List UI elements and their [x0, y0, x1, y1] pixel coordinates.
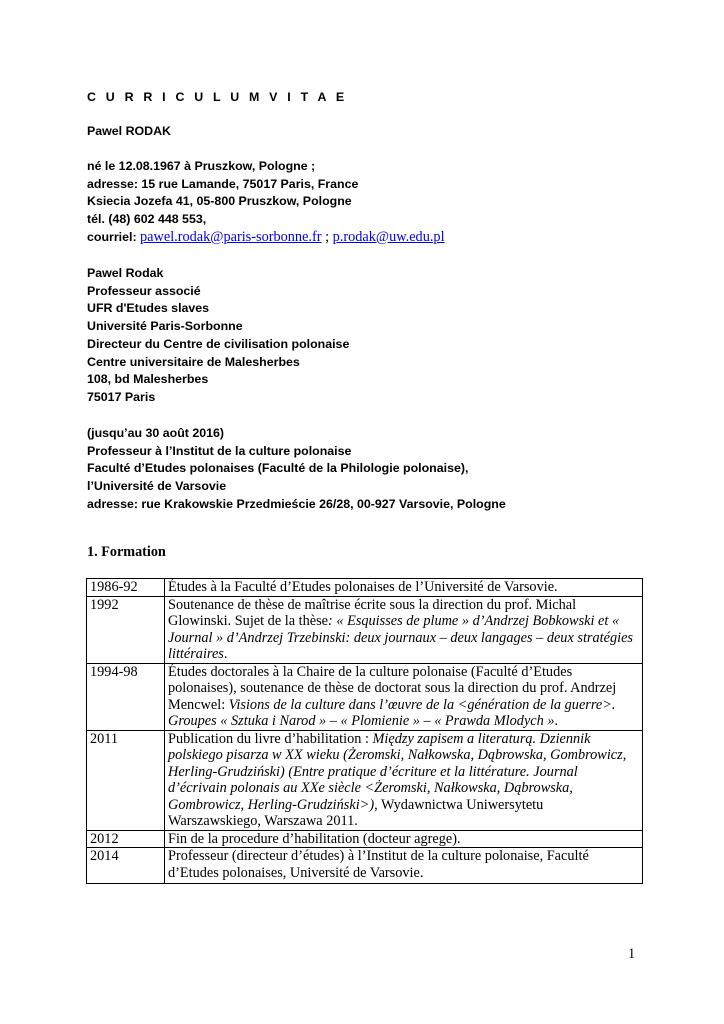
table-row	[87, 596, 643, 663]
table-row	[87, 830, 643, 848]
description-cell	[165, 830, 643, 848]
email-link-uw[interactable]: p.rodak@uw.edu.pl	[332, 228, 445, 245]
affiliation-line: 108, bd Malesherbes	[87, 372, 209, 387]
description-text: .	[554, 713, 559, 729]
description-cell	[165, 579, 643, 597]
affiliation-line: UFR d'Etudes slaves	[87, 301, 210, 316]
description-cell	[165, 596, 643, 663]
previous-position-line: Professeur à l’Institut de la culture polonaise	[87, 443, 352, 458]
description-text: Fin de la procedure d’habilitation (docteur agrege).	[168, 830, 461, 847]
email-line	[87, 229, 445, 247]
page-number: 1	[628, 946, 636, 962]
description-text: , Wydawnictwa Uniwersytetu Warszawskiego, Warszawa 2011.	[168, 796, 544, 829]
affiliation-block	[87, 265, 349, 407]
cv-title: C U R R I C U L U M V I T A E	[87, 90, 348, 104]
description-text: Études à la Faculté d’Etudes polonaises de l’Université de Varsovie.	[168, 579, 558, 595]
description-cell	[165, 663, 643, 730]
description-text: Études doctorales à la Chaire de la culture polonaise (Faculté d’Etudes polonaises), soutenance de thèse de doctorat sous la direction du prof. Andrzej Mencwel:	[168, 663, 617, 713]
table-row	[87, 579, 643, 597]
candidate-name: Pawel RODAK	[87, 124, 171, 138]
description-text: Publication du livre d’habilitation :	[168, 730, 373, 747]
address-paris-line: adresse: 15 rue Lamande, 75017 Paris, France	[87, 176, 359, 191]
year-cell: 2012	[87, 830, 165, 848]
affiliation-line: Pawel Rodak	[87, 266, 164, 280]
description-cell	[165, 730, 643, 830]
description-italic-text: Między zapisem a literaturą. Dziennik polskiego pisarza w XX wieku (Żeromski, Nałkowska, Dąbrowska, Gombrowicz, Herling-Grudziński) (Entre pratique d’écriture et la littérature. Journal d’écrivain polonais au XXe siècle <Żeromski, Nałkowska, Dąbrowska, Gombrowicz, Herling-Grudziński>)	[168, 730, 627, 813]
email-link-sorbonne[interactable]: pawel.rodak@paris-sorbonne.fr	[140, 228, 322, 245]
address-poland-line: Ksiecia Jozefa 41, 05-800 Pruszkow, Pologne	[87, 194, 352, 209]
description-italic-text: : « Esquisses de plume » d’Andrzej Bobkowski et « Journal » d’Andrzej Trzebinski: deux journaux – deux langages – deux stratégies littéraires	[168, 613, 633, 662]
table-row	[87, 730, 643, 830]
description-text: Professeur (directeur d’études) à l’Institut de la culture polonaise, Faculté d’Etudes polonaises, Université de Varsovie.	[168, 848, 589, 881]
year-cell: 1992	[87, 596, 165, 663]
section-heading-formation: 1. Formation	[87, 544, 166, 560]
affiliation-line: Directeur du Centre de civilisation polonaise	[87, 336, 350, 351]
previous-position-line: Faculté d’Etudes polonaises (Faculté de la Philologie polonaise),	[87, 461, 469, 476]
formation-table	[86, 578, 643, 884]
previous-position-line: (jusqu’au 30 août 2016)	[87, 426, 225, 440]
email-label: courriel:	[87, 229, 137, 244]
table-row	[87, 663, 643, 730]
affiliation-line: Professeur associé	[87, 283, 201, 298]
year-cell: 2011	[87, 730, 165, 830]
contact-block	[87, 158, 445, 247]
table-row	[87, 848, 643, 884]
description-cell	[165, 848, 643, 884]
year-cell: 1986-92	[87, 579, 165, 597]
previous-position-line: l’Université de Varsovie	[87, 479, 227, 494]
previous-position-line: adresse: rue Krakowskie Przedmieście 26/28, 00-927 Varsovie, Pologne	[87, 496, 506, 511]
affiliation-line: Centre universitaire de Malesherbes	[87, 354, 300, 369]
description-italic-text: Visions de la culture dans l’œuvre de la <génération de la guerre>. Groupes « Sztuka i Narod » – « Plomienie » – « Prawda Mlodych »	[168, 696, 616, 729]
description-text: .	[223, 646, 228, 662]
birth-line: né le 12.08.1967 à Pruszkow, Pologne ;	[87, 159, 316, 173]
year-cell: 2014	[87, 848, 165, 884]
phone-line: tél. (48) 602 448 553,	[87, 212, 207, 227]
email-separator: ;	[321, 228, 333, 245]
year-cell: 1994-98	[87, 663, 165, 730]
affiliation-line: 75017 Paris	[87, 389, 156, 404]
previous-position-block	[87, 425, 506, 514]
description-text: Soutenance de thèse de maîtrise écrite sous la direction du prof. Michal Glowinski. Sujet de la thèse	[168, 596, 577, 629]
affiliation-line: Université Paris-Sorbonne	[87, 319, 243, 334]
